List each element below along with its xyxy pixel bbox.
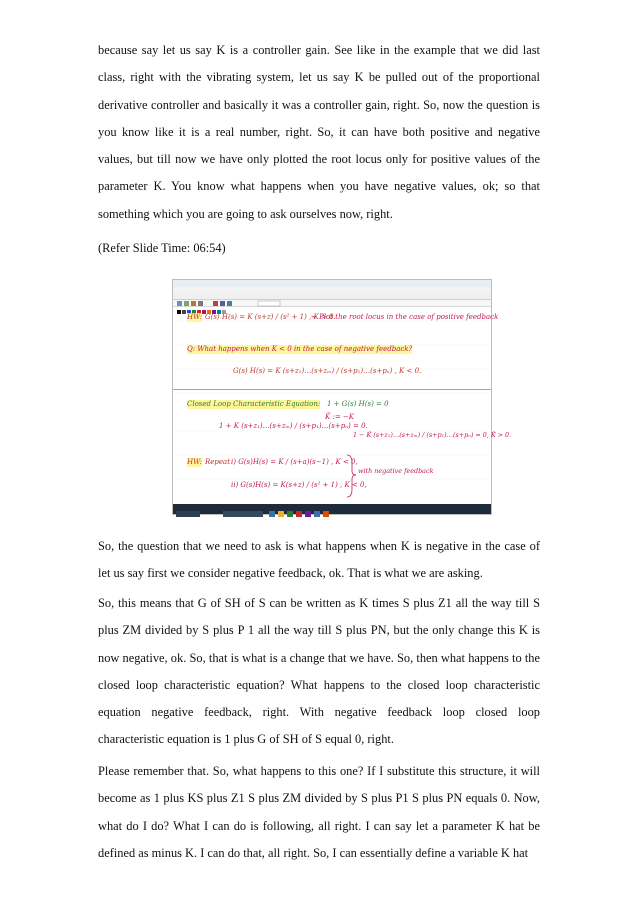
cle-equation: 1 + G(s) H(s) = 0 <box>327 400 389 408</box>
slide-time-reference: (Refer Slide Time: 06:54) <box>98 241 226 255</box>
slide-taskbar <box>173 504 491 514</box>
hw-note: ⇝ Plot the root locus in the case of positive feedback <box>311 313 499 321</box>
slide-window-titlebar <box>173 280 491 287</box>
toolbar-icons <box>173 300 491 307</box>
question-line: Q: What happens when K < 0 in the case of negative feedback? <box>187 345 413 353</box>
hw-transfer-function: G(s) H(s) = K (s+z) / (s² + 1) , K > 0. <box>205 313 336 321</box>
repeat-item-1: i) G(s)H(s) = K / (s+a)(s−1) , K < 0, <box>231 458 358 466</box>
cle-label: Closed Loop Characteristic Equation: <box>187 400 321 408</box>
paragraph-1: because say let us say K is a controller gain. See like in the example that we did last class, right with the vibrating system, let us say K be pulled out of the proportional derivative controller and basically it was a controller gain, right. So, now the question is you know like it is a real number, right. So, it can have both positive and negative values, but till now we have only plotted the root locus only for positive values of the parameter K. You know what happens when you have negative values, ok; so that something which you are going to ask ourselves now, right. <box>98 43 540 221</box>
paragraph-4: Please remember that. So, what happens to this one? If I substitute this structure, it will become as 1 plus KS plus Z1 S plus ZM divided by S plus P1 S plus PN equals 0. Now, what do I do? What I can do is following, all right. I can say let a parameter K hat be defined as minus K. I can do that, all right. So, I can essentially define a variable K hat <box>98 764 540 860</box>
taskbar-icons <box>173 509 491 519</box>
gh-expression: G(s) H(s) = K (s+z₁)…(s+zₘ) / (s+p₁)…(s+pₙ) , K < 0. <box>233 367 422 375</box>
hw2-label: HW: <box>187 458 203 466</box>
slide-canvas <box>173 307 512 504</box>
hw-label: HW: <box>187 313 203 321</box>
repeat-label: Repeat <box>205 458 231 466</box>
with-negative-feedback: with negative feedback <box>358 467 434 475</box>
cle-expanded: 1 + K (s+z₁)…(s+zₘ) / (s+p₁)…(s+pₙ) = 0. <box>219 422 368 430</box>
slide-toolbar <box>173 292 491 300</box>
paragraph-3: So, this means that G of SH of S can be written as K times S plus Z1 all the way till S plus ZM divided by S plus P 1 all the way till S plus PN, but the only change this K is now negative, ok. So, that is what is a change that we have. So, then what happens to the closed loop characteristic equation? What happens to the closed loop characteristic equation negative feedback, right. With negative feedback loop closed loop characteristic equation is 1 plus G of SH of S equal 0, right. <box>98 596 540 747</box>
repeat-item-2: ii) G(s)H(s) = K(s+z) / (s² + 1) , K < 0, <box>231 481 367 489</box>
lecture-slide-screenshot <box>172 279 512 515</box>
canvas-brace <box>173 307 491 504</box>
cle-with-khat: 1 − K̂ (s+z₁)…(s+zₘ) / (s+p₁)…(s+pₙ) = 0, K̂ > 0. <box>353 431 512 439</box>
paragraph-2: So, the question that we need to ask is what happens when K is negative in the case of let us say first we consider negative feedback, ok. That is what we are asking. <box>98 539 540 581</box>
khat-definition: K̂ := −K <box>325 413 354 421</box>
